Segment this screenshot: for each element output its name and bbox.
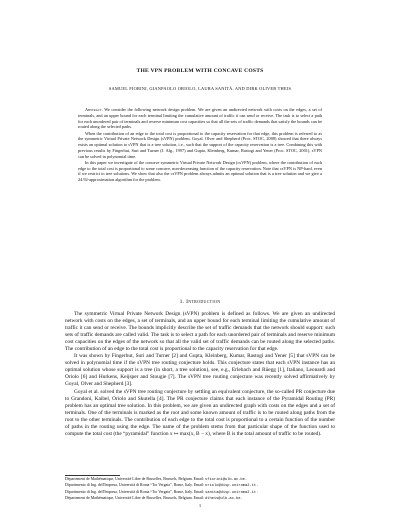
footnotes (65, 477, 335, 502)
footnote-email[interactable]: oriolo@disp.uniroma2.it. (205, 484, 259, 489)
abstract-paragraph-2: When the contribution of an edge to the total cost is proportional to the capacity reservation for that edge, this problem is referred to as the symmetric Virtual Private Network Design (sVPN) problem. Goyal, Olver and Shepherd (Proc. STOC, 2008) showed that there always exists an optimal solution to sVPN that is a tree solution, i.e., such that the support of the capacity reservation is a tree. Combining this with previous results by Fingerhut, Suri and Turner (J. Alg., 1997) and Gupta, Kleinberg, Kumar, Rastogi and Yener (Proc. STOC, 2001), sVPN can be solved in polynomial time. (78, 130, 322, 159)
abstract-paragraph-1 (78, 107, 322, 130)
section-heading (0, 299, 400, 305)
abstract-text-1: We consider the following network design problem. We are given an undirected network with costs on the edges, a set of terminals, and an upper bound for each terminal limiting the cumulative amount of traffic it can send or receive. The task is to select a path for each unordered pair of terminals and reserve minimum cost capacities so that all the sets of traffic demands that satisfy the bounds can be routed along the selected paths. (78, 107, 322, 130)
section-title: Introduction (186, 299, 221, 305)
footnote-affiliation: Dipartimento di Ing. dell'Impresa, Università di Roma “Tor Vergata”, Rome, Italy. Email: (65, 483, 206, 488)
footnote-affiliation: Département de Mathématique, Université Libre de Bruxelles, Brussels, Belgium. Email: (65, 477, 206, 481)
page-number: 1 (198, 503, 202, 508)
abstract (78, 107, 322, 183)
abstract-paragraph-3: In this paper we investigate of the concave symmetric Virtual Private Network Design (csVPN) problem, where the contribution of each edge to the total cost is proportional to some concave, non-decreasing function of the capacity reservation. Note that csVPN is NP-hard, even if we restrict to tree solutions. We show that also the csVPN problem always admits an optimal solution that is a tree solution and we give a 24.92-approximation algorithm for the problem. (78, 159, 322, 183)
paper-title: THE VPN PROBLEM WITH CONCAVE COSTS (136, 68, 264, 74)
section-number: 1. (179, 299, 185, 305)
footnote-email[interactable]: sanita@disp.uniroma2.it. (205, 490, 259, 495)
paper-authors: SAMUEL FIORINI, GIANPAOLO ORIOLO, LAURA SANITÀ, AND DIRK OLIVER THEIS (108, 86, 292, 91)
footnote-4 (65, 496, 335, 502)
footnote-email[interactable]: sfiorini@ulb.ac.be. (205, 478, 248, 482)
footnote-affiliation: Département de Mathématique, Université Libre de Bruxelles, Brussels, Belgium. Email: (65, 495, 206, 500)
body-paragraph-3: Goyal et al. solved the sVPN tree routing conjecture by settling an equivalent conjecture, the so-called PR conjecture due to Grandoni, Kaibel, Oriolo and Skutella [4]. The PR conjecture claims that each instance of the Pyramidal Routing (PR) problem has an optimal tree solution. In this problem, we are given an undirected graph with costs on the edges and a set of terminals. One of the terminals is marked as the root and some known amount of traffic is to be routed along paths from the root to the other terminals. The contribution of each edge to the total cost is proportional to a certain function of the number of paths in the routing using the edge. The name of the problem stems from that particular shape of the function used to compute the total cost (the “pyramidal” function x ↦ max(x, B − x), where B is the total amount of traffic to be routed). (65, 388, 335, 437)
footnote-rule (65, 475, 120, 476)
introduction-body (65, 311, 335, 438)
footnote-affiliation: Dipartimento di Ing. dell'Impresa, Università di Roma “Tor Vergata”, Rome, Italy. Email: (65, 489, 206, 494)
footnote-email[interactable]: dtheis@ulb.ac.be. (205, 496, 243, 501)
abstract-label: Abstract. (85, 107, 103, 112)
body-paragraph-2: It was shown by Fingerhut, Suri and Turner [2] and Gupta, Kleinberg, Kumar, Rastogi and Yener [5] that sVPN can be solved in polynomial time if the sVPN tree routing conjecture holds. This conjecture states that each sVPN instance has an optimal solution whose support is a tree (in short, a tree solution), see, e.g., Erlebach and Rüegg [1], Italiano, Leonardi and Oriolo [6] and Hurkens, Keijsper and Stougie [7]. The sVPN tree routing conjecture was recently solved affirmatively by Goyal, Olver and Shepherd [3]. (65, 353, 335, 388)
body-paragraph-1: The symmetric Virtual Private Network Design (sVPN) problem is defined as follows. We are given an undirected network with costs on the edges, a set of terminals, and an upper bound for each terminal limiting the cumulative amount of traffic it can send or receive. The bounds implicitly describe the set of traffic demands that the network should support: such sets of traffic demands are called valid. The task is to select a path for each unordered pair of terminals and reserve minimum cost capacities on the edges of the network so that all the valid set of traffic demands can be routed along the selected paths. The contribution of an edge to the total cost is proportional to the capacity reservation for that edge. (65, 311, 335, 353)
